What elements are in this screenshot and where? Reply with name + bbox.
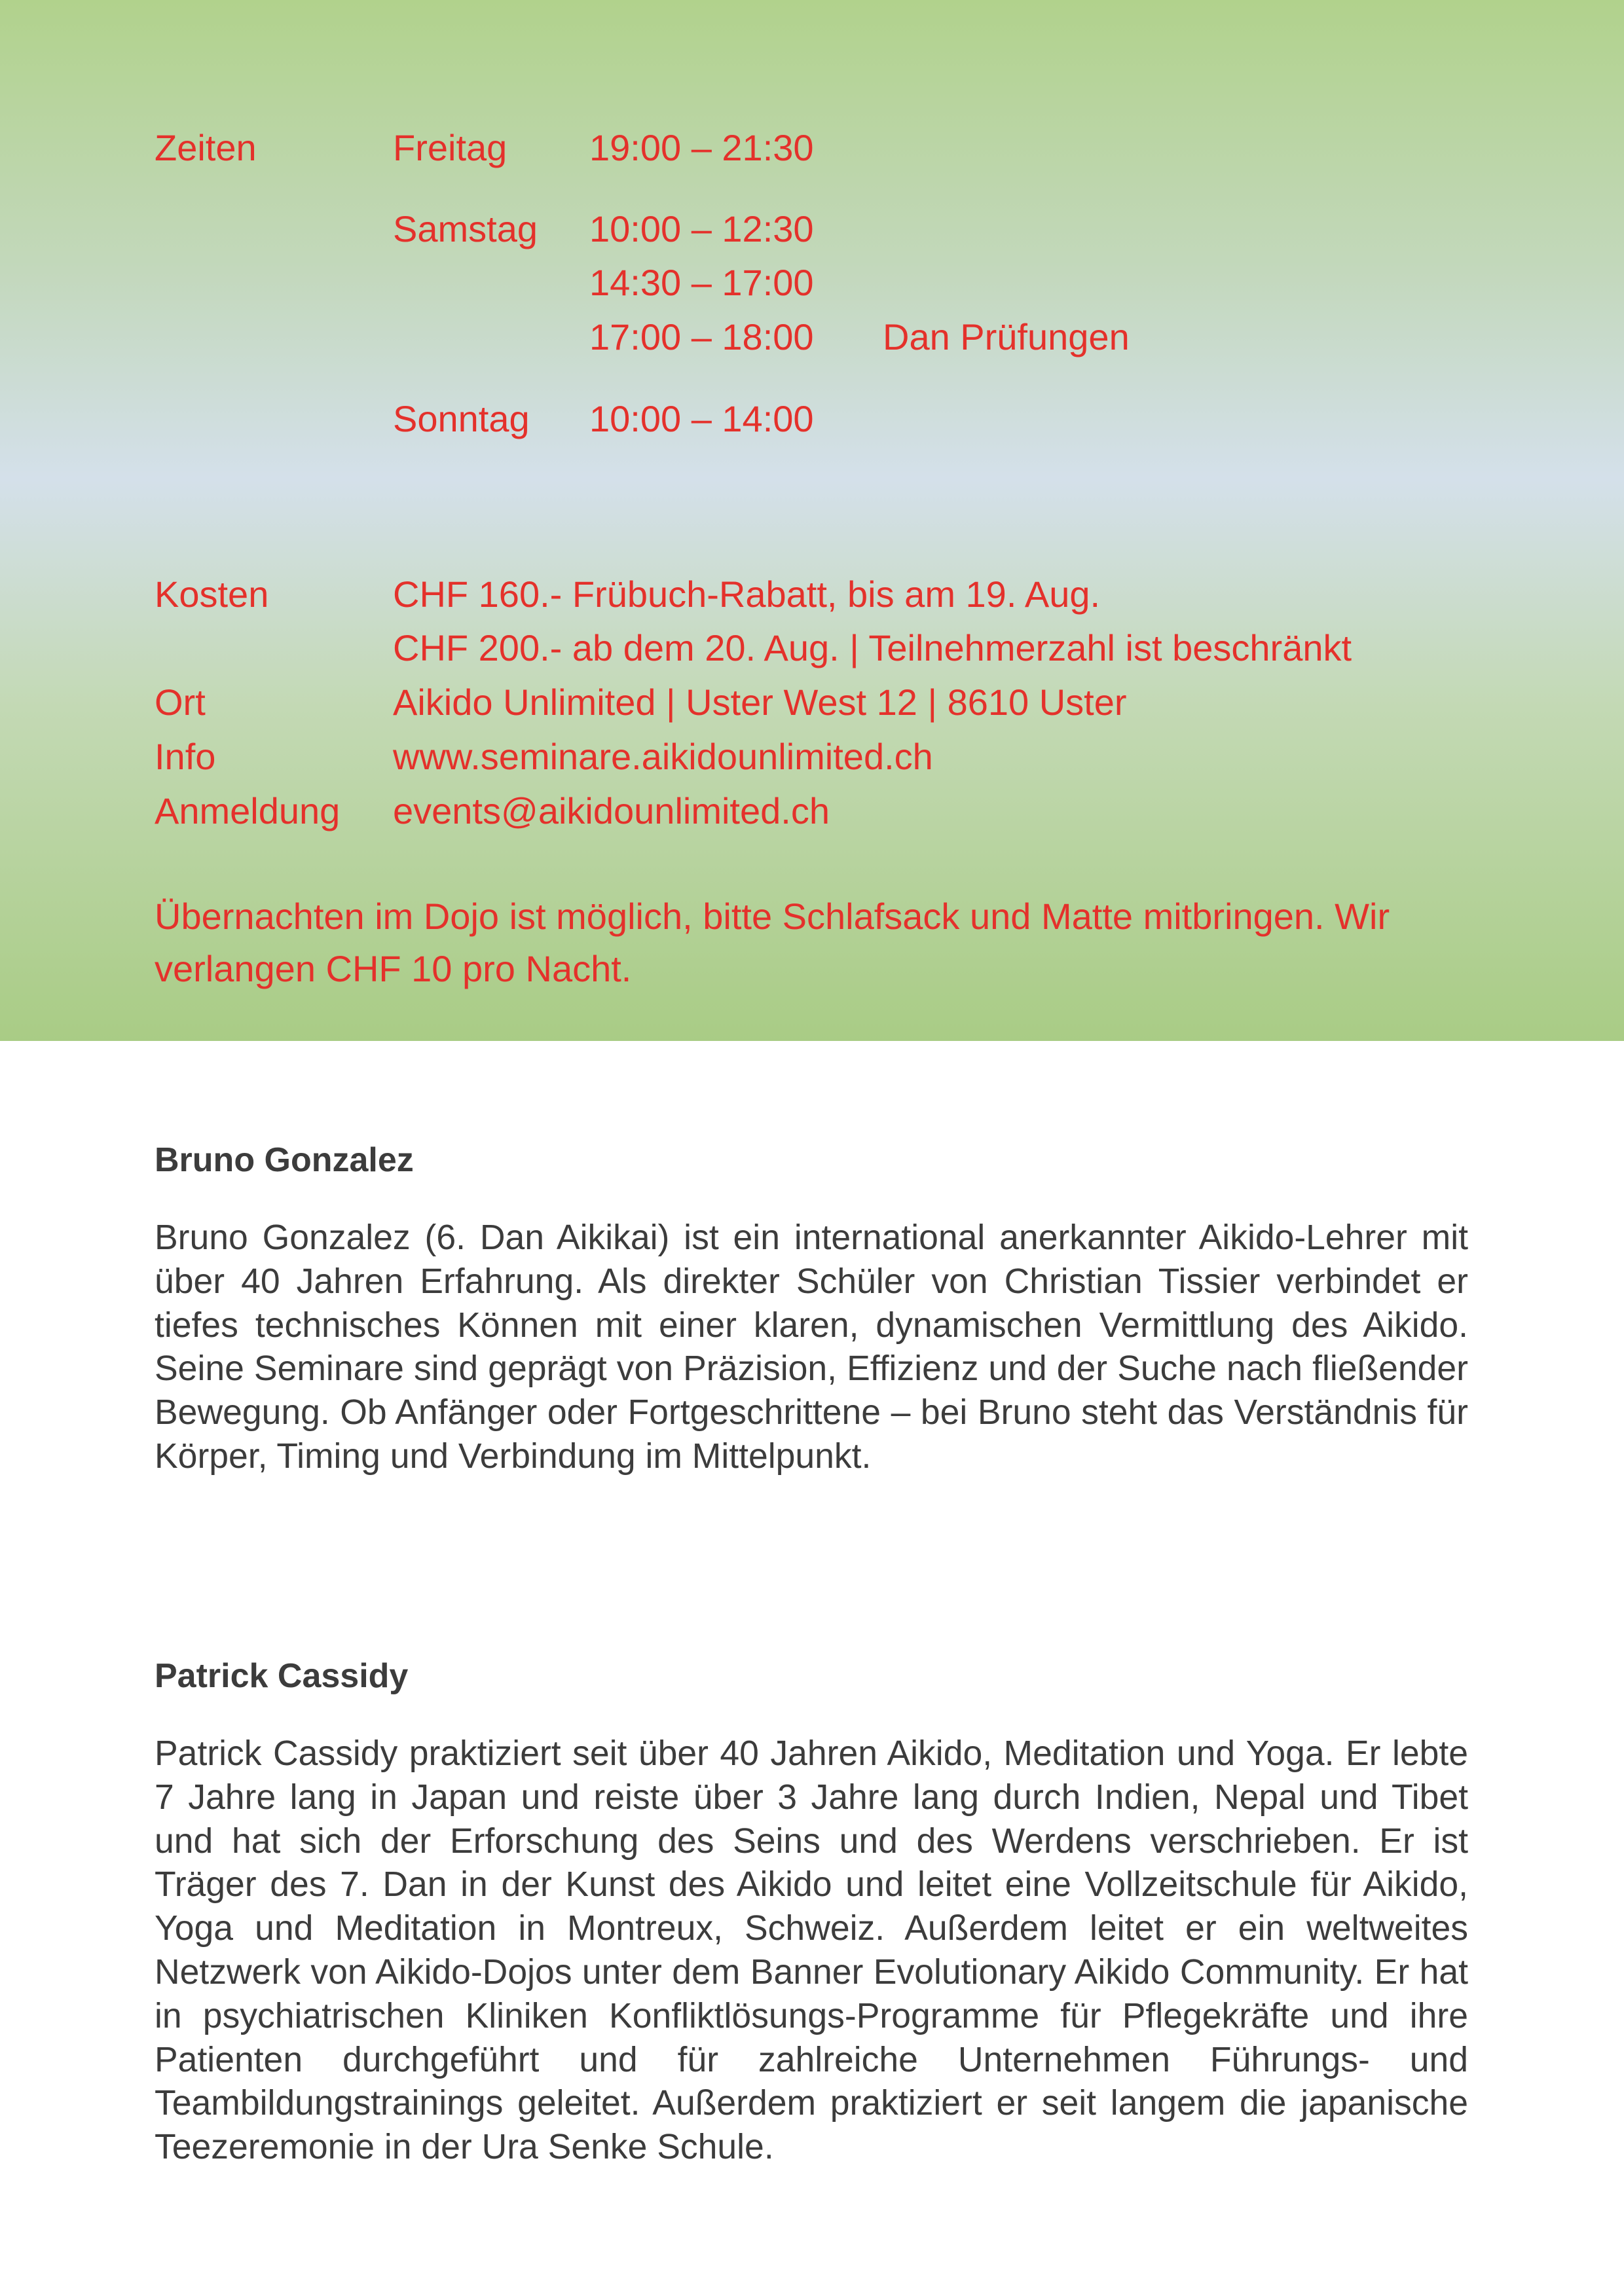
time-slot: 10:00 – 14:00 [589,398,814,439]
bio-text: Bruno Gonzalez (6. Dan Aikikai) ist ein international anerkannter Aikido-Lehrer mit über 40 Jahren Erfahrung. Als direkter Schüler von Christian Tissier verbindet er tiefes technisches Können mit einer klaren, dynamischen Vermittlung des Aikido. Seine Seminare sind geprägt von Präzision, Effizienz und der Suche nach fließender Bewegung. Ob Anfänger oder Fortgeschrittene – bei Bruno steht das Verständnis für Körper, Timing und Verbindung im Mittelpunkt. [155,1218,1468,1476]
costs-label: Kosten [155,574,269,615]
costs-regular-value: CHF 200.- ab dem 20. Aug. | Teilnehmerzahl ist beschränkt [393,627,1352,668]
teacher-name-patrick: Patrick Cassidy [155,1657,409,1695]
time-slot: 19:00 – 21:30 [589,127,814,168]
time-slot: 17:00 – 18:00 [589,316,814,357]
time-slot: 14:30 – 17:00 [589,262,814,303]
time-slot: 10:00 – 12:30 [589,208,814,249]
slot-note: Dan Prüfungen [883,316,1130,357]
bio-text: Patrick Cassidy praktiziert seit über 40 Jahren Aikido, Meditation und Yoga. Er lebte 7 Jahre lang in Japan und reiste über 3 Jahre lang durch Indien, Nepal und Tibet und hat sich der Erforschung des Seins und des Werdens verschrieben. Er ist Träger des 7. Dan in der Kunst des Aikido und leitet eine Vollzeitschule für Aikido, Yoga und Meditation in Montreux, Schweiz. Außerdem leitet er ein weltweites Netzwerk von Aikido-Dojos unter dem Banner Evolutionary Aikido Community. Er hat in psychiatrischen Kliniken Konfliktlösungs-Programme für Pflegekräfte und ihre Patienten durchgeführt und für zahlreiche Unternehmen Führungs- und Teambildungstrainings geleitet. Außerdem praktiziert er seit langem die japanische Teezeremonie in der Ura Senke Schule. [155,1734,1468,2167]
day-saturday: Samstag [393,208,538,249]
info-label: Info [155,736,216,777]
day-sunday: Sonntag [393,398,530,439]
info-link[interactable]: www.seminare.aikidounlimited.ch [393,736,933,777]
location-value: Aikido Unlimited | Uster West 12 | 8610 Uster [393,682,1127,723]
day-friday: Freitag [393,127,507,168]
costs-early-value: CHF 160.- Frübuch-Rabatt, bis am 19. Aug. [393,574,1101,615]
overnight-note-line2: verlangen CHF 10 pro Nacht. [155,948,632,989]
teacher-name-bruno: Bruno Gonzalez [155,1141,414,1179]
registration-label: Anmeldung [155,790,341,831]
location-label: Ort [155,682,206,723]
schedule-label: Zeiten [155,127,257,168]
teacher-bio-bruno [155,1216,1468,1479]
teacher-bio-patrick [155,1732,1468,2170]
registration-email-link[interactable]: events@aikidounlimited.ch [393,790,830,831]
info-panel [0,0,1624,1041]
overnight-note-line1: Übernachten im Dojo ist möglich, bitte Schlafsack und Matte mitbringen. Wir [155,896,1390,937]
